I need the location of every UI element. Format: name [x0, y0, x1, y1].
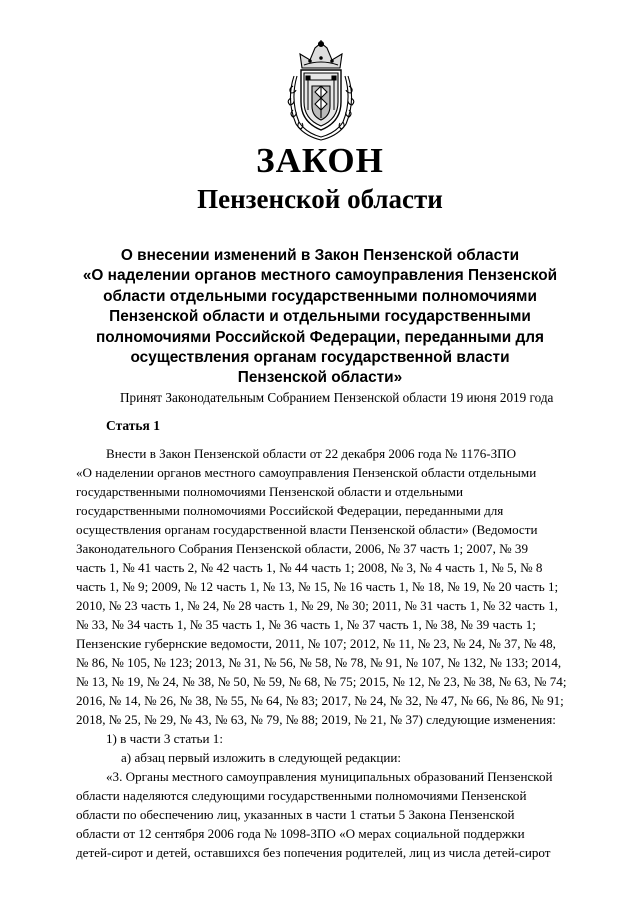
heading-line: «О наделении органов местного самоуправления Пензенской — [82, 267, 558, 285]
body-line: 2010, № 23 часть 1, № 24, № 28 часть 1, № 29, № 30; 2011, № 31 часть 1, № 32 часть 1, — [76, 598, 558, 613]
heading-line: области отдельными государственными полномочиями — [103, 287, 537, 305]
body-line: области от 12 сентября 2006 года № 1098-ЗПО «О мерах социальной поддержки — [76, 826, 525, 841]
body-line: № 13, № 19, № 24, № 38, № 50, № 59, № 68, № 75; 2015, № 12, № 23, № 38, № 63, № 74; — [76, 674, 567, 689]
body-line: Пензенские губернские ведомости, 2011, № 107; 2012, № 11, № 23, № 24, № 37, № 48, — [76, 636, 556, 651]
body-line: государственными полномочиями Пензенской области и отдельными — [76, 484, 463, 499]
body-line: № 86, № 105, № 123; 2013, № 31, № 56, № 58, № 78, № 91, № 107, № 132, № 133; 2014, — [76, 655, 562, 670]
heading-line: О внесении изменений в Закон Пензенской области — [120, 247, 520, 264]
adoption-statement: Принят Законодательным Собранием Пензенской области 19 июня 2019 года — [120, 390, 554, 405]
heading-line: полномочиями Российской Федерации, переданными для — [95, 328, 545, 346]
body-line: 2018, № 25, № 29, № 43, № 63, № 79, № 88; 2019, № 21, № 37) следующие изменения: — [76, 712, 556, 727]
law-heading — [60, 246, 580, 389]
document-title: ЗАКОН — [256, 141, 384, 180]
document-subtitle: Пензенской области — [197, 184, 443, 214]
body-line: детей-сирот и детей, оставшихся без попечения родителей, лиц из числа детей-сирот — [76, 845, 551, 860]
body-line: «О наделении органов местного самоуправления Пензенской области отдельными — [76, 465, 537, 480]
body-line: осуществления органам государственной власти Пензенской области» (Ведомости — [76, 522, 538, 537]
body-line: Законодательного Собрания Пензенской области, 2006, № 37 часть 1; 2007, № 39 — [76, 541, 529, 556]
heading-line: Пензенской области и отдельными государственными — [109, 308, 531, 326]
penza-coat-of-arms-icon — [284, 40, 358, 142]
list-subitem-a: а) абзац первый изложить в следующей редакции: — [121, 750, 402, 765]
body-line: часть 1, № 9; 2009, № 12 часть 1, № 13, № 15, № 16 часть 1, № 18, № 19, № 20 часть 1; — [76, 579, 559, 594]
body-line: 2016, № 14, № 26, № 38, № 55, № 64, № 83; 2017, № 24, № 32, № 47, № 66, № 86, № 91; — [76, 693, 564, 708]
body-line: № 33, № 34 часть 1, № 35 часть 1, № 36 часть 1, № 37 часть 1, № 38, № 39 часть 1; — [76, 617, 536, 632]
body-line: области по обеспечению лиц, указанных в части 1 статьи 5 Закона Пензенской — [76, 807, 515, 822]
body-line: области наделяются следующими государственными полномочиями Пензенской — [76, 788, 527, 803]
body-line: государственными полномочиями Российской Федерации, переданными для — [76, 503, 504, 518]
body-line: Внести в Закон Пензенской области от 22 декабря 2006 года № 1176-ЗПО — [106, 446, 517, 461]
heading-line: Пензенской области» — [237, 369, 403, 387]
body-line: «3. Органы местного самоуправления муниципальных образований Пензенской — [106, 769, 553, 784]
body-line: часть 1, № 41 часть 2, № 42 часть 1, № 44 часть 1; 2008, № 3, № 4 часть 1, № 5, № 8 — [76, 560, 543, 575]
list-item-1: 1) в части 3 статьи 1: — [106, 731, 223, 746]
heading-line: осуществления органам государственной власти — [130, 349, 510, 367]
article-label: Статья 1 — [106, 418, 160, 433]
